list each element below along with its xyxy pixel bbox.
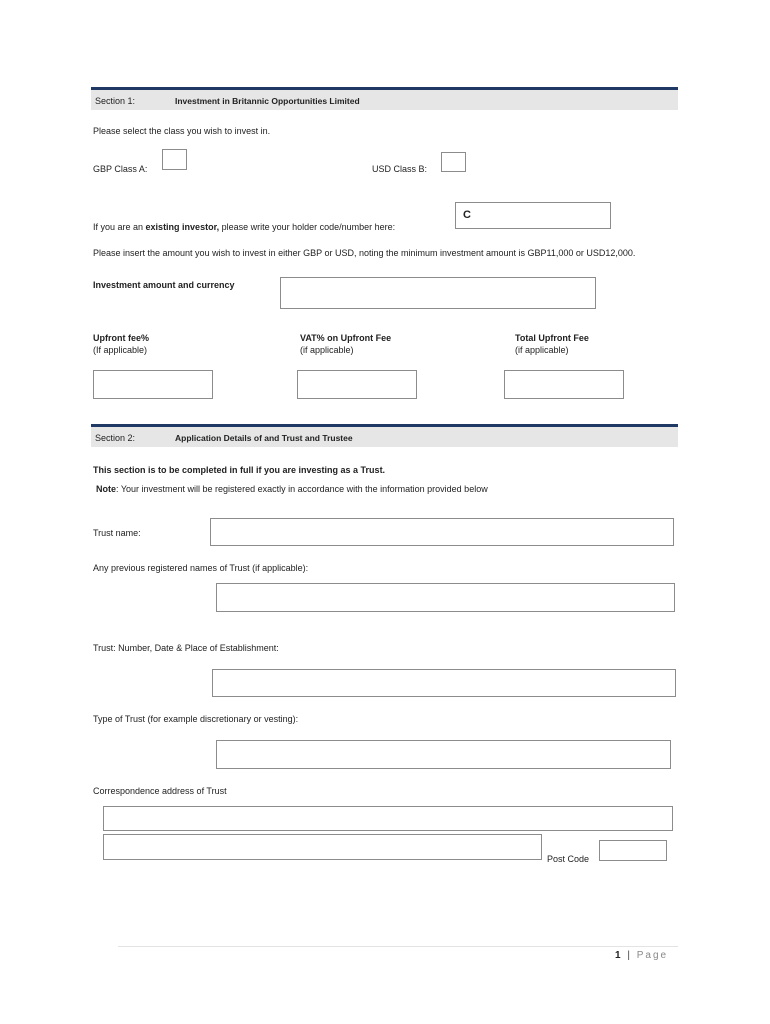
establishment-field[interactable] <box>212 669 676 697</box>
trust-type-field[interactable] <box>216 740 671 769</box>
correspondence-address-label: Correspondence address of Trust <box>93 786 227 796</box>
existing-investor-prefix: If you are an <box>93 222 146 232</box>
footer-divider <box>118 946 678 947</box>
note-label: Note <box>96 484 116 494</box>
section-1-header <box>91 87 678 110</box>
usd-class-checkbox[interactable] <box>441 152 466 172</box>
existing-investor-suffix: please write your holder code/number here: <box>219 222 396 232</box>
section-1-title: Investment in Britannic Opportunities Limited <box>175 96 360 106</box>
upfront-fee-sublabel: (If applicable) <box>93 345 148 355</box>
address-line-1-field[interactable] <box>103 806 673 831</box>
section-1-number: Section 1: <box>95 96 136 106</box>
note-text <box>96 484 488 494</box>
establishment-label: Trust: Number, Date & Place of Establishment: <box>93 643 279 653</box>
trust-name-label: Trust name: <box>93 528 141 538</box>
vat-field[interactable] <box>297 370 417 399</box>
trust-type-label: Type of Trust (for example discretionary or vesting): <box>93 714 299 724</box>
section-2-header <box>91 424 678 447</box>
usd-class-label: USD Class B: <box>372 164 428 174</box>
existing-investor-bold: existing investor, <box>145 222 220 232</box>
investment-amount-instructions: Please insert the amount you wish to invest in either GBP or USD, noting the minimum investment amount is GBP11,000 or USD12,000. <box>93 248 636 258</box>
total-upfront-fee-label: Total Upfront Fee <box>515 333 589 343</box>
investment-amount-field[interactable] <box>280 277 596 309</box>
upfront-fee-label: Upfront fee% <box>93 333 149 343</box>
page-number-separator: | <box>627 950 632 961</box>
gbp-class-checkbox[interactable] <box>162 149 187 170</box>
vat-sublabel: (if applicable) <box>300 345 354 355</box>
holder-code-value: C <box>463 209 471 221</box>
gbp-class-label: GBP Class A: <box>93 164 148 174</box>
post-code-field[interactable] <box>599 840 667 861</box>
trust-name-field[interactable] <box>210 518 674 546</box>
page-word: Page <box>636 950 669 961</box>
investment-amount-label: Investment amount and currency <box>93 280 235 290</box>
previous-names-label: Any previous registered names of Trust (if applicable): <box>93 563 309 573</box>
select-class-text: Please select the class you wish to invest in. <box>93 126 271 136</box>
holder-code-field[interactable] <box>455 202 611 229</box>
trust-completion-text: This section is to be completed in full if you are investing as a Trust. <box>93 465 386 475</box>
total-upfront-fee-field[interactable] <box>504 370 624 399</box>
page-number <box>615 950 668 961</box>
address-line-2-field[interactable] <box>103 834 542 860</box>
section-2-title: Application Details of and Trust and Trustee <box>175 433 353 443</box>
previous-names-field[interactable] <box>216 583 675 612</box>
total-upfront-fee-sublabel: (if applicable) <box>515 345 569 355</box>
note-body: : Your investment will be registered exactly in accordance with the information provided below <box>116 484 488 494</box>
existing-investor-text <box>93 222 395 232</box>
section-2-number: Section 2: <box>95 433 136 443</box>
post-code-label: Post Code <box>547 854 590 864</box>
page-number-value: 1 <box>615 950 623 961</box>
upfront-fee-field[interactable] <box>93 370 213 399</box>
vat-label: VAT% on Upfront Fee <box>300 333 392 343</box>
